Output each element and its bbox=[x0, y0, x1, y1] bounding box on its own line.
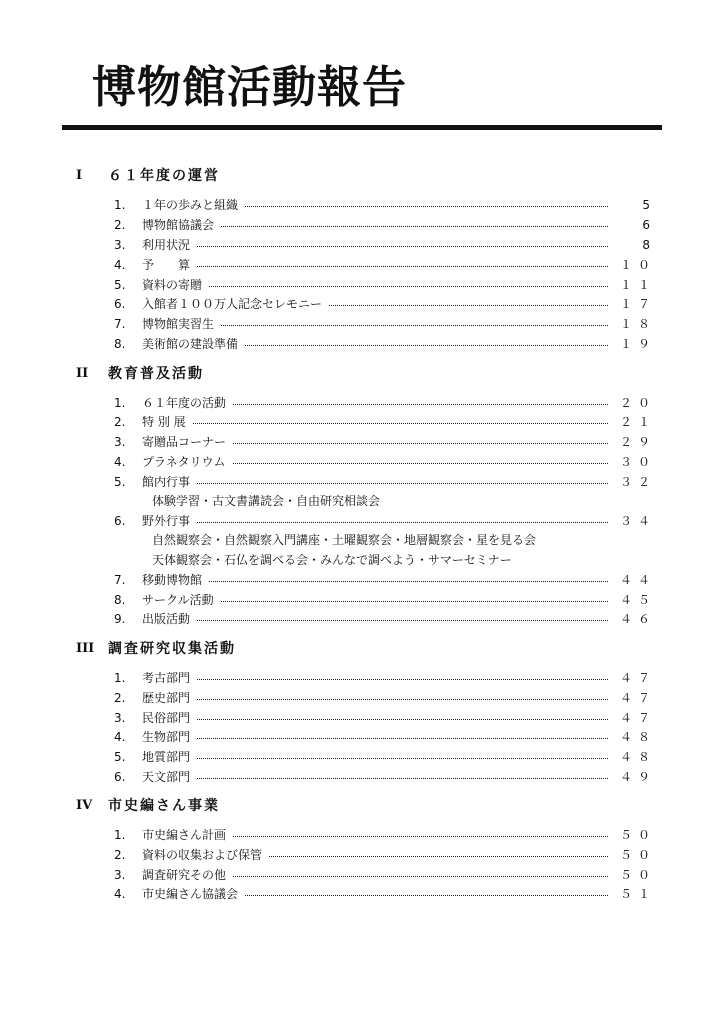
leader-dots bbox=[142, 719, 608, 720]
toc-entry[interactable] bbox=[0, 846, 720, 864]
leader-dots bbox=[142, 699, 608, 700]
entry-label: 出版活動 bbox=[142, 610, 196, 628]
section-title: 教育普及活動 bbox=[108, 366, 204, 382]
toc-entry[interactable] bbox=[0, 256, 720, 274]
toc-entry[interactable] bbox=[0, 236, 720, 254]
entry-number: 5. bbox=[114, 278, 126, 292]
page-title: 博物館活動報告 bbox=[92, 62, 407, 113]
entry-label: 歴史部門 bbox=[142, 689, 196, 707]
entry-number: 5. bbox=[114, 475, 126, 489]
entry-page: ４８ bbox=[619, 750, 656, 764]
entry-number: 3. bbox=[114, 435, 126, 449]
entry-label: ６１年度の活動 bbox=[142, 394, 232, 412]
entry-page: ４６ bbox=[619, 612, 656, 626]
entry-page: ２０ bbox=[619, 396, 656, 410]
entry-label: 天文部門 bbox=[142, 768, 196, 786]
entry-number: 7. bbox=[114, 573, 126, 587]
entry-label: １年の歩みと組織 bbox=[142, 196, 244, 214]
section-number: IV bbox=[76, 798, 93, 813]
entry-page: ４７ bbox=[619, 691, 656, 705]
entry-page: ３２ bbox=[619, 475, 656, 489]
entry-page: ５０ bbox=[619, 848, 656, 862]
leader-dots bbox=[142, 778, 608, 779]
section-title: ６１年度の運営 bbox=[108, 168, 220, 184]
entry-number: 3. bbox=[114, 868, 126, 882]
leader-dots bbox=[142, 679, 608, 680]
entry-number: 1. bbox=[114, 671, 126, 685]
toc-entry[interactable] bbox=[0, 728, 720, 746]
entry-label: 利用状況 bbox=[142, 236, 196, 254]
toc-entry[interactable] bbox=[0, 196, 720, 214]
toc-entry[interactable] bbox=[0, 413, 720, 431]
subtopics-line: 自然観察会・自然観察入門講座・土曜観察会・地層観察会・星を見る会 bbox=[152, 533, 537, 547]
entry-number: 7. bbox=[114, 317, 126, 331]
entry-page: ４８ bbox=[619, 730, 656, 744]
leader-dots bbox=[142, 522, 608, 523]
entry-label: 美術館の建設準備 bbox=[142, 335, 244, 353]
toc-entry[interactable] bbox=[0, 276, 720, 294]
entry-number: 4. bbox=[114, 258, 126, 272]
entry-label: 入館者１００万人記念セレモニー bbox=[142, 295, 328, 313]
section-number: III bbox=[76, 641, 95, 656]
entry-number: 8. bbox=[114, 593, 126, 607]
toc-entry[interactable] bbox=[0, 335, 720, 353]
entry-page: １０ bbox=[619, 258, 656, 272]
entry-page: １８ bbox=[619, 317, 656, 331]
entry-label: 博物館協議会 bbox=[142, 216, 220, 234]
toc-entry[interactable] bbox=[0, 866, 720, 884]
entry-number: 2. bbox=[114, 218, 126, 232]
toc-entry[interactable] bbox=[0, 826, 720, 844]
toc-entry[interactable] bbox=[0, 433, 720, 451]
toc-entry[interactable] bbox=[0, 315, 720, 333]
entry-number: 2. bbox=[114, 415, 126, 429]
entry-label: 移動博物館 bbox=[142, 571, 208, 589]
toc-entry[interactable] bbox=[0, 748, 720, 766]
section-title: 市史編さん事業 bbox=[108, 798, 220, 814]
entry-page: １１ bbox=[619, 278, 656, 292]
entry-page: １９ bbox=[619, 337, 656, 351]
entry-page: 5 bbox=[642, 198, 656, 212]
entry-page: ４４ bbox=[619, 573, 656, 587]
entry-page: ３４ bbox=[619, 514, 656, 528]
subtopics-line: 天体観察会・石仏を調べる会・みんなで調べよう・サマーセミナー bbox=[152, 553, 512, 567]
toc-entry[interactable] bbox=[0, 669, 720, 687]
entry-number: 5. bbox=[114, 750, 126, 764]
entry-label: 特 別 展 bbox=[142, 413, 192, 431]
entry-number: 3. bbox=[114, 711, 126, 725]
entry-page: ４５ bbox=[619, 593, 656, 607]
entry-label: 民俗部門 bbox=[142, 709, 196, 727]
entry-number: 1. bbox=[114, 828, 126, 842]
entry-page: ４７ bbox=[619, 711, 656, 725]
leader-dots bbox=[142, 738, 608, 739]
leader-dots bbox=[142, 246, 608, 247]
entry-number: 3. bbox=[114, 238, 126, 252]
entry-page: ２９ bbox=[619, 435, 656, 449]
entry-label: 資料の寄贈 bbox=[142, 276, 208, 294]
entry-label: 寄贈品コーナー bbox=[142, 433, 232, 451]
entry-page: ５１ bbox=[619, 887, 656, 901]
entry-page: ５０ bbox=[619, 868, 656, 882]
entry-number: 6. bbox=[114, 770, 126, 784]
entry-page: ４９ bbox=[619, 770, 656, 784]
section-number: I bbox=[76, 168, 83, 183]
entry-label: 生物部門 bbox=[142, 728, 196, 746]
entry-number: 1. bbox=[114, 198, 126, 212]
toc-entry[interactable] bbox=[0, 216, 720, 234]
toc-entry[interactable] bbox=[0, 610, 720, 628]
entry-label: 地質部門 bbox=[142, 748, 196, 766]
title-underline bbox=[62, 125, 662, 130]
entry-label: 野外行事 bbox=[142, 512, 196, 530]
entry-label: 市史編さん協議会 bbox=[142, 885, 244, 903]
entry-page: ５０ bbox=[619, 828, 656, 842]
entry-number: 4. bbox=[114, 730, 126, 744]
leader-dots bbox=[142, 286, 608, 287]
entry-number: 4. bbox=[114, 455, 126, 469]
entry-page: 8 bbox=[642, 238, 656, 252]
leader-dots bbox=[142, 423, 608, 424]
entry-page: 6 bbox=[642, 218, 656, 232]
toc-entry[interactable] bbox=[0, 394, 720, 412]
toc-entry[interactable] bbox=[0, 689, 720, 707]
entry-number: 8. bbox=[114, 337, 126, 351]
toc-entry[interactable] bbox=[0, 571, 720, 589]
toc-entry[interactable] bbox=[0, 709, 720, 727]
subtopics-line: 体験学習・古文書講読会・自由研究相談会 bbox=[152, 494, 381, 508]
toc-entry[interactable] bbox=[0, 453, 720, 471]
entry-label: 資料の収集および保管 bbox=[142, 846, 268, 864]
entry-label: 予 算 bbox=[142, 256, 196, 274]
entry-label: 市史編さん計画 bbox=[142, 826, 232, 844]
section-title: 調査研究収集活動 bbox=[108, 641, 236, 657]
entry-label: サークル活動 bbox=[142, 591, 220, 609]
entry-page: ２１ bbox=[619, 415, 656, 429]
entry-label: プラネタリウム bbox=[142, 453, 232, 471]
leader-dots bbox=[142, 266, 608, 267]
entry-page: ４７ bbox=[619, 671, 656, 685]
toc-entry[interactable] bbox=[0, 295, 720, 313]
toc-entry[interactable] bbox=[0, 591, 720, 609]
entry-label: 館内行事 bbox=[142, 473, 196, 491]
entry-number: 2. bbox=[114, 848, 126, 862]
entry-label: 調査研究その他 bbox=[142, 866, 232, 884]
entry-number: 4. bbox=[114, 887, 126, 901]
entry-number: 1. bbox=[114, 396, 126, 410]
toc-entry[interactable] bbox=[0, 473, 720, 491]
entry-number: 2. bbox=[114, 691, 126, 705]
leader-dots bbox=[142, 758, 608, 759]
entry-page: １７ bbox=[619, 297, 656, 311]
entry-page: ３０ bbox=[619, 455, 656, 469]
toc-entry[interactable] bbox=[0, 512, 720, 530]
toc-entry[interactable] bbox=[0, 885, 720, 903]
leader-dots bbox=[142, 581, 608, 582]
entry-label: 博物館実習生 bbox=[142, 315, 220, 333]
section-number: II bbox=[76, 366, 89, 381]
leader-dots bbox=[142, 620, 608, 621]
leader-dots bbox=[142, 483, 608, 484]
entry-number: 6. bbox=[114, 514, 126, 528]
toc-entry[interactable] bbox=[0, 768, 720, 786]
entry-label: 考古部門 bbox=[142, 669, 196, 687]
entry-number: 6. bbox=[114, 297, 126, 311]
entry-number: 9. bbox=[114, 612, 126, 626]
